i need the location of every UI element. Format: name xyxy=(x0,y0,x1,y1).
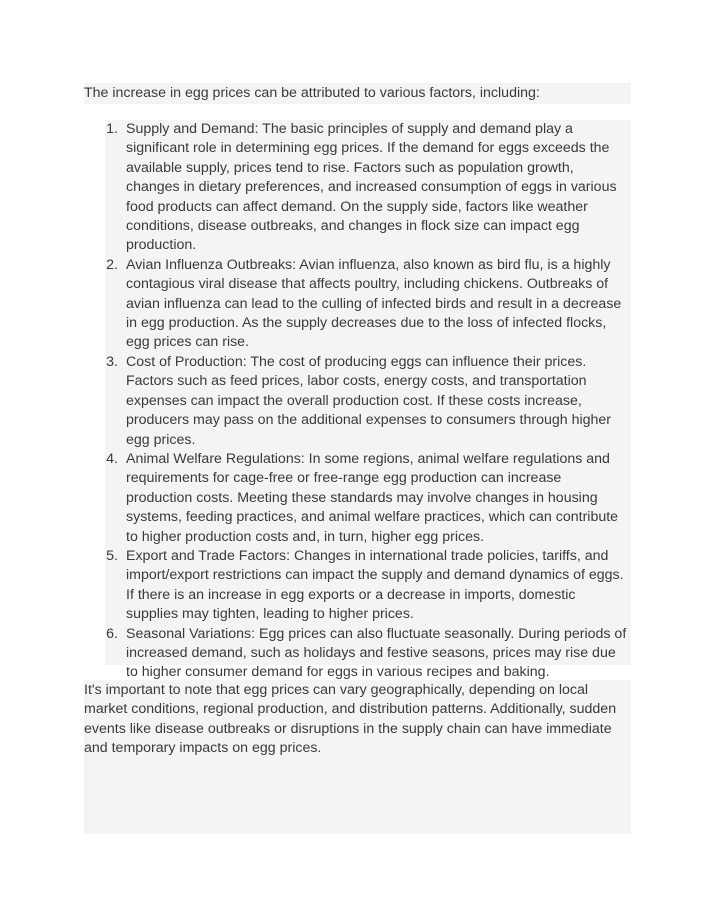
list-item-text: Animal Welfare Regulations: In some regions, animal welfare regulations and requirements for cage-free or free-range egg production can increase production costs. Meeting these standards may involve changes in housing systems, feeding practices, and animal welfare practices, which can contribute to higher production costs and, in turn, higher egg prices. xyxy=(126,450,619,545)
intro-text: The increase in egg prices can be attributed to various factors, including: xyxy=(84,85,540,101)
list-item-text: Supply and Demand: The basic principles of supply and demand play a significant role in determining egg prices. If the demand for eggs exceeds the available supply, prices tend to rise. Factors such as population growth, changes in dietary preferences, and increased consumption of eggs in various food products can affect demand. On the supply side, factors like weather conditions, disease outbreaks, and changes in flock size can impact egg production. xyxy=(126,121,617,254)
list-item-text: Avian Influenza Outbreaks: Avian influenza, also known as bird flu, is a highly contagious viral disease that affects poultry, including chickens. Outbreaks of avian influenza can lead to the culling of infected birds and result in a decrease in egg production. As the supply decreases due to the loss of infected flocks, egg prices can rise. xyxy=(126,256,622,351)
list-item xyxy=(126,120,631,256)
factors-list xyxy=(105,120,631,683)
list-item xyxy=(126,547,631,625)
factors-list-block xyxy=(105,120,631,681)
list-item xyxy=(126,450,631,547)
list-item-text: Cost of Production: The cost of producing eggs can influence their prices. Factors such as feed prices, labor costs, energy costs, and transportation expenses can impact the overall production cost. If these costs increase, producers may pass on the additional expenses to consumers through higher egg prices. xyxy=(126,353,612,448)
list-item-text: Seasonal Variations: Egg prices can also fluctuate seasonally. During periods of increased demand, such as holidays and festive seasons, prices may rise due to higher consumer demand for eggs in various recipes and baking. xyxy=(126,625,627,681)
closing-text: It's important to note that egg prices can vary geographically, depending on local market conditions, regional production, and distribution patterns. Additionally, sudden events like disease outbreaks or disruptions in the supply chain can have immediate and temporary impacts on egg prices. xyxy=(84,682,617,757)
list-item xyxy=(126,256,631,353)
list-item-text: Export and Trade Factors: Changes in international trade policies, tariffs, and import/export restrictions can impact the supply and demand dynamics of eggs. If there is an increase in egg exports or a decrease in imports, domestic supplies may tighten, leading to higher prices. xyxy=(126,547,624,623)
closing-paragraph xyxy=(84,680,631,834)
intro-paragraph xyxy=(84,83,631,104)
list-item xyxy=(126,625,631,683)
list-item xyxy=(126,353,631,450)
